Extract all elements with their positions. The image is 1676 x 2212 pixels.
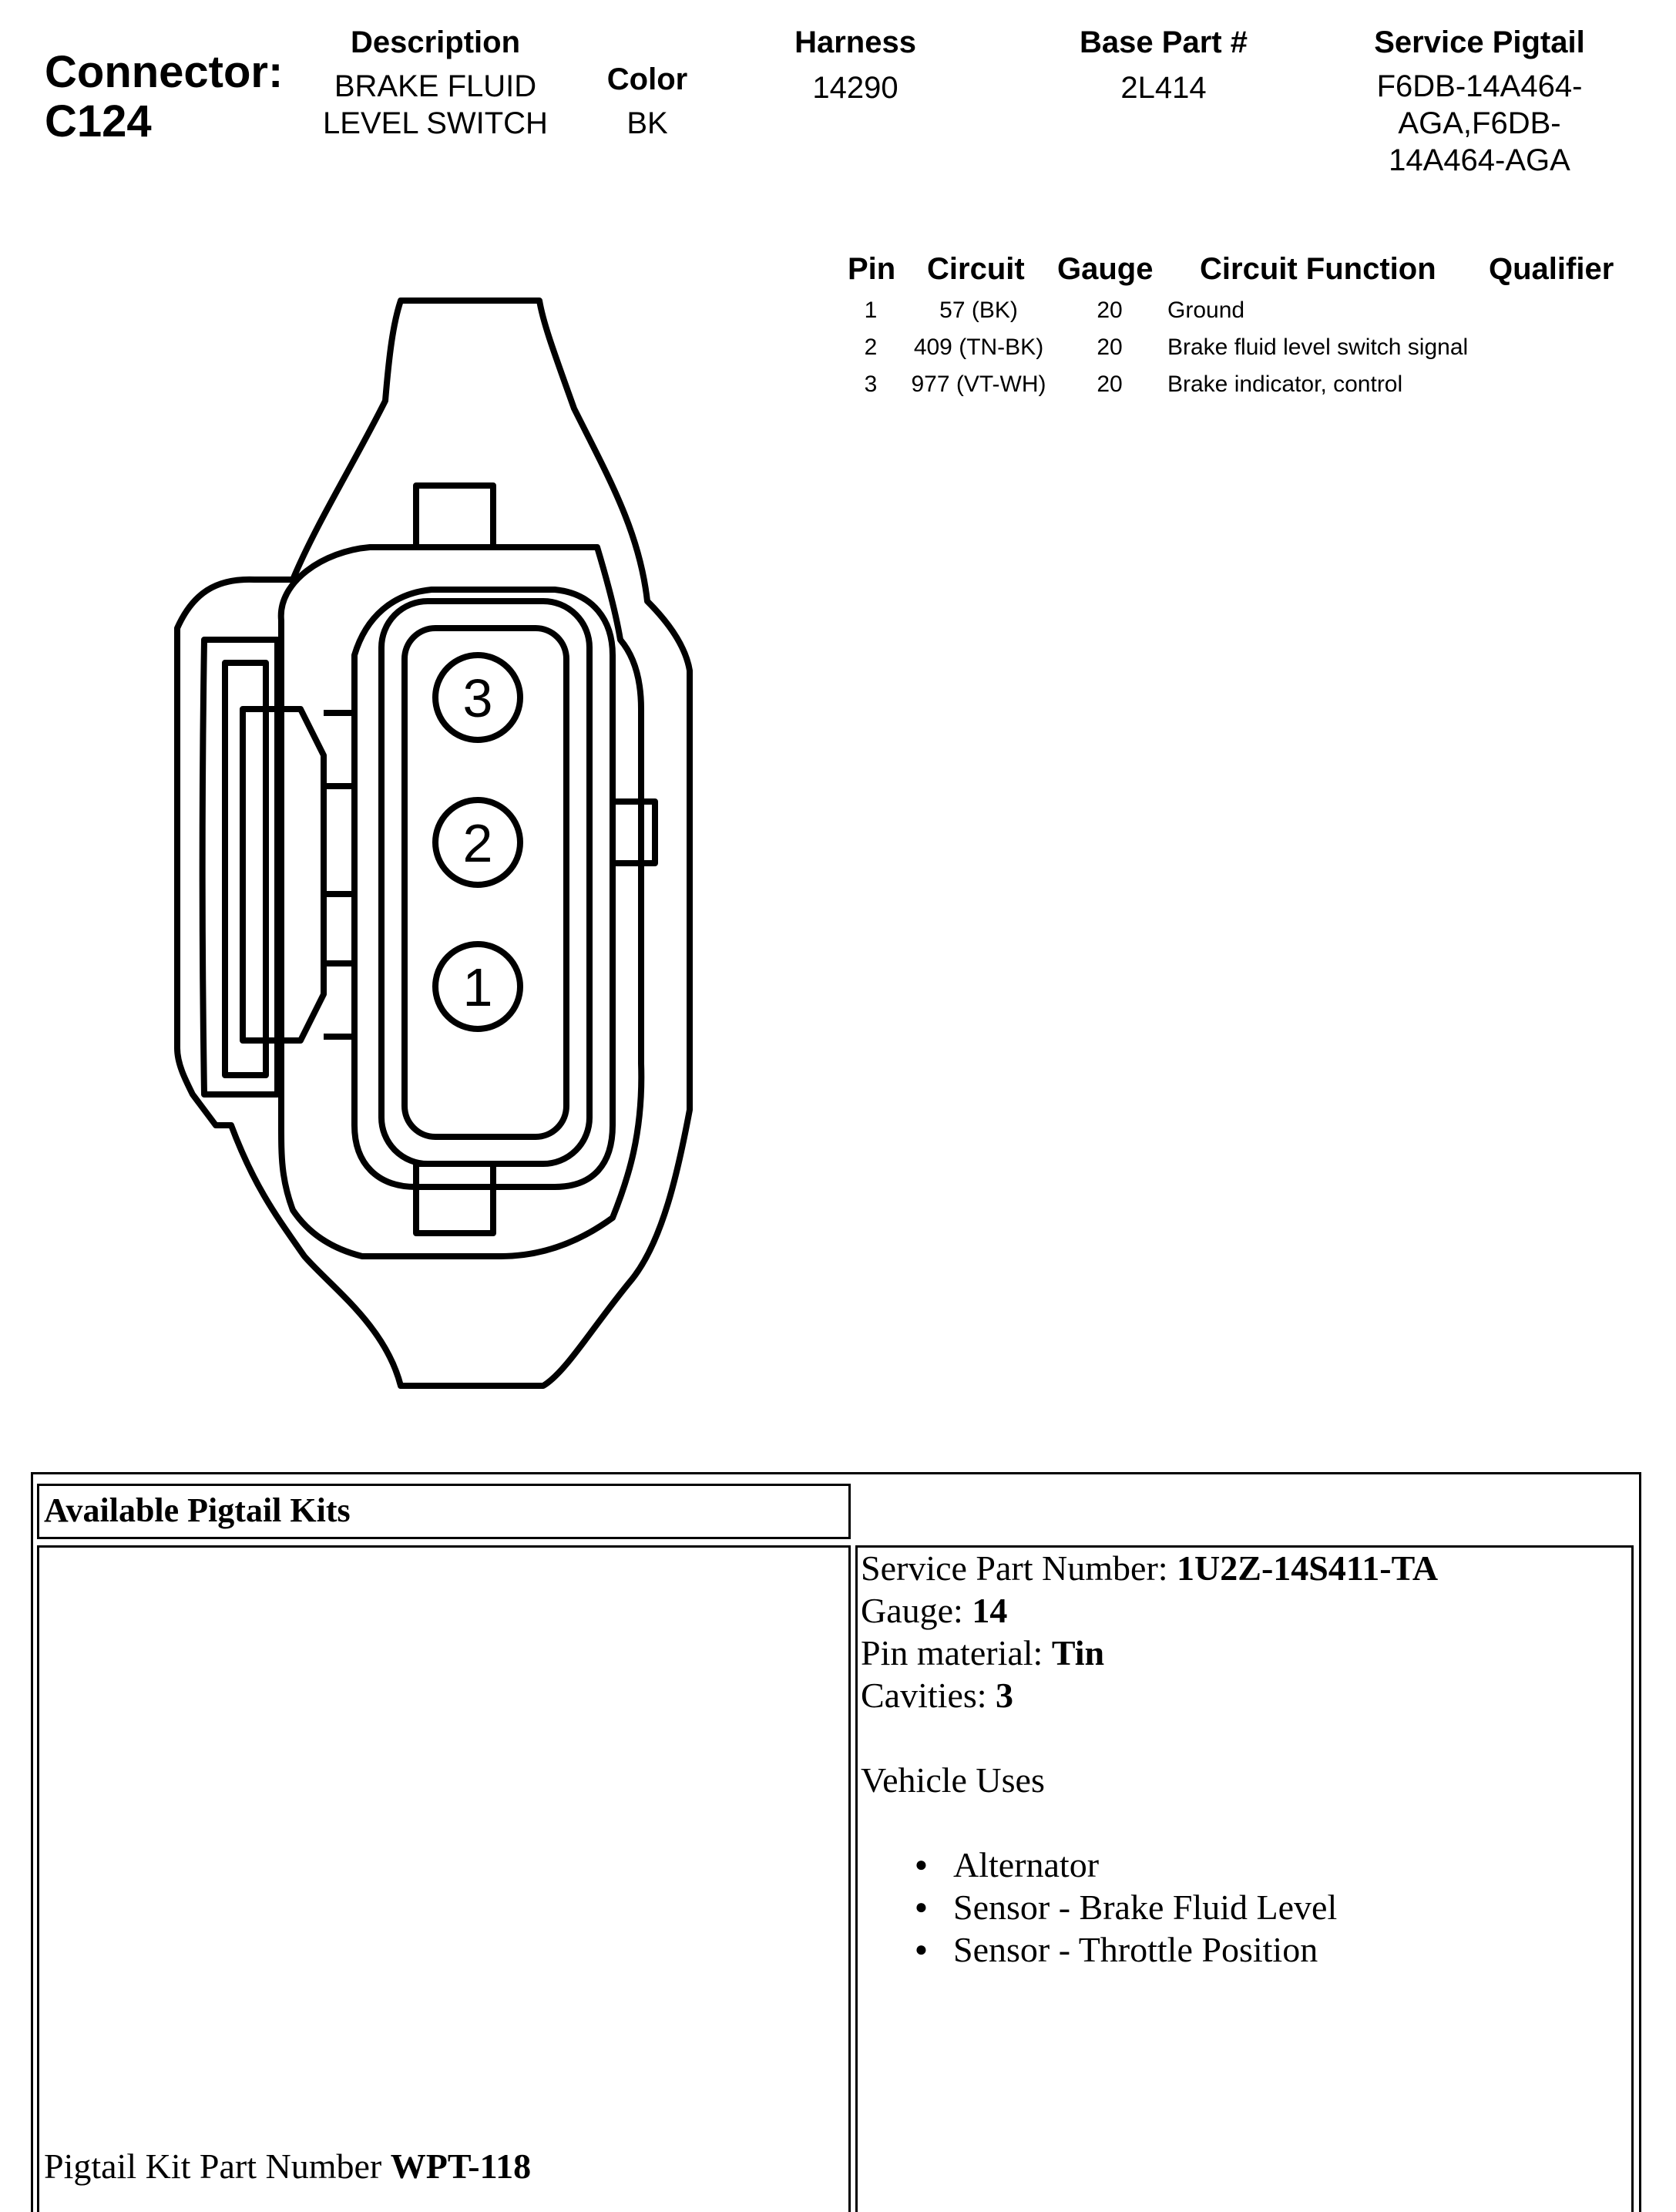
service-pigtail-line-2: AGA,F6DB- [1398, 106, 1561, 140]
pigtail-kit-image-cell [37, 1545, 851, 2212]
pin-material-line [861, 1632, 1624, 1674]
description-line-2: LEVEL SWITCH [323, 106, 548, 140]
pin-number: 2 [864, 334, 878, 360]
circuit-col-header: Circuit [927, 252, 1025, 286]
base-part-value: 2L414 [1120, 71, 1207, 105]
description-label: Description [350, 25, 521, 59]
pin-label-1: 1 [462, 957, 493, 1017]
service-pigtail-label: Service Pigtail [1374, 25, 1585, 59]
service-part-value: 1U2Z-14S411-TA [1177, 1548, 1439, 1588]
pin-label-2: 2 [462, 813, 493, 873]
gauge-label: Gauge: [861, 1591, 972, 1630]
cavities-label: Cavities: [861, 1676, 996, 1715]
pigtail-kit-part-number-label: Pigtail Kit Part Number [44, 2146, 391, 2186]
pin-material-value: Tin [1051, 1633, 1105, 1672]
cavities-line [861, 1674, 1624, 1716]
pin-number: 1 [864, 298, 878, 323]
right-key [613, 802, 655, 863]
pin-circuit: 409 (TN-BK) [913, 334, 1044, 360]
pin-number: 3 [864, 371, 878, 397]
pin-function: Brake fluid level switch signal [1167, 334, 1469, 360]
pigtail-kit-details [861, 1547, 1624, 1971]
gauge-col-header: Gauge [1057, 252, 1154, 286]
list-item: ● Sensor - Throttle Position [915, 1928, 1624, 1971]
list-item: ● Sensor - Brake Fluid Level [915, 1886, 1624, 1928]
description-line-1: BRAKE FLUID [334, 69, 537, 103]
pin-col-header: Pin [848, 252, 896, 286]
pin-gauge: 20 [1097, 334, 1123, 360]
pin-function: Ground [1167, 298, 1245, 323]
qualifier-col-header: Qualifier [1489, 252, 1614, 286]
pin-gauge: 20 [1097, 298, 1123, 323]
connector-id: C124 [45, 96, 152, 146]
service-part-line [861, 1547, 1624, 1589]
pigtail-kit-part-number [44, 2145, 531, 2187]
list-item: ● Alternator [915, 1844, 1624, 1886]
connector-label: Connector: [45, 47, 284, 97]
top-key-rib [416, 486, 493, 547]
base-part-label: Base Part # [1080, 25, 1248, 59]
pin-material-label: Pin material: [861, 1633, 1052, 1672]
pin-gauge: 20 [1097, 371, 1123, 397]
vehicle-uses-heading: Vehicle Uses [861, 1760, 1045, 1800]
service-pigtail-line-1: F6DB-14A464- [1376, 69, 1583, 103]
service-pigtail-line-3: 14A464-AGA [1389, 143, 1570, 177]
pin-label-3: 3 [462, 668, 493, 728]
color-value: BK [626, 106, 668, 140]
pin-function: Brake indicator, control [1167, 371, 1403, 397]
pin-circuit: 57 (BK) [939, 298, 1018, 323]
harness-label: Harness [794, 25, 916, 59]
gauge-value: 14 [972, 1591, 1008, 1630]
pin-circuit: 977 (VT-WH) [911, 371, 1046, 397]
connector-face-diagram [0, 277, 771, 1418]
service-part-label: Service Part Number: [861, 1548, 1177, 1588]
cavities-value: 3 [996, 1676, 1014, 1715]
circuit-function-col-header: Circuit Function [1200, 252, 1436, 286]
bottom-key-rib [416, 1164, 493, 1233]
gauge-line [861, 1589, 1624, 1632]
pigtail-kit-part-number-value: WPT-118 [390, 2146, 532, 2186]
harness-value: 14290 [812, 71, 898, 105]
vehicle-uses-list [915, 1844, 1624, 1971]
pigtail-kits-title: Available Pigtail Kits [44, 1491, 351, 1529]
color-label: Color [606, 62, 688, 96]
